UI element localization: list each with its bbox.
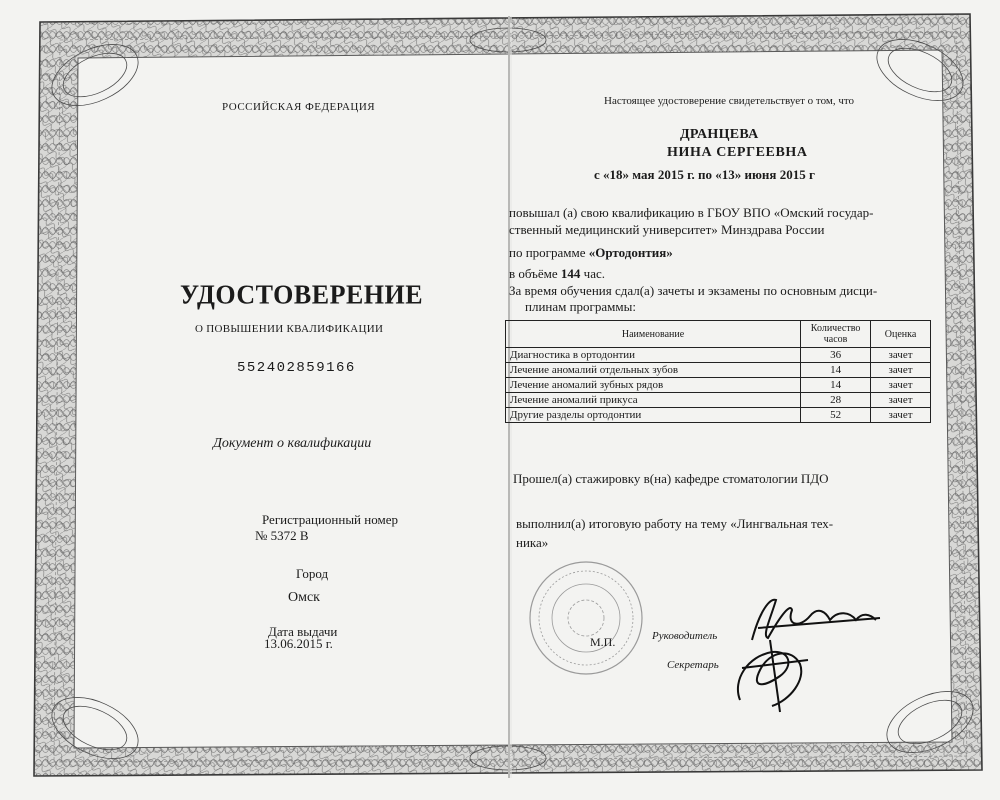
- exams-text-line1: За время обучения сдал(а) зачеты и экзамены по основным дисци-: [509, 283, 878, 298]
- internship-text: Прошел(а) стажировку в(на) кафедре стоматологии ПДО: [513, 471, 829, 486]
- training-period: с «18» мая 2015 г. по «13» июня 2015 г: [594, 167, 815, 182]
- table-row: [506, 378, 931, 393]
- registration-number-value: № 5372 В: [255, 528, 309, 543]
- table-row: [506, 408, 931, 423]
- hours-suffix: час.: [580, 266, 605, 281]
- header-name: Наименование: [506, 321, 801, 348]
- subjects-table: [505, 320, 931, 423]
- qualification-text-line1: повышал (а) свою квалификацию в ГБОУ ВПО «Омский государ-: [509, 205, 874, 220]
- subject-hours: 52: [801, 408, 871, 423]
- subject-grade: зачет: [871, 378, 931, 393]
- program-name: «Ортодонтия»: [588, 245, 673, 260]
- stamp-label: М.П.: [590, 635, 616, 649]
- table-row: [506, 348, 931, 363]
- subject-name: Другие разделы ортодонтии: [506, 408, 801, 423]
- issue-date-label: Дата выдачи: [268, 624, 338, 639]
- holder-surname: ДРАНЦЕВА: [680, 127, 759, 142]
- issue-date-value: 13.06.2015 г.: [264, 636, 333, 651]
- hours-prefix: в объёме: [509, 266, 561, 281]
- final-work-line2: ника»: [516, 535, 549, 550]
- header-hours: Количество часов: [801, 321, 871, 348]
- registration-number-label: Регистрационный номер: [262, 512, 398, 527]
- qualification-text-line2: ственный медицинский университет» Минздрава России: [509, 222, 825, 237]
- subject-name: Лечение аномалий отдельных зубов: [506, 363, 801, 378]
- subject-name: Лечение аномалий зубных рядов: [506, 378, 801, 393]
- subject-hours: 14: [801, 378, 871, 393]
- country-name: РОССИЙСКАЯ ФЕДЕРАЦИЯ: [222, 101, 376, 113]
- certificate-intro: Настоящее удостоверение свидетельствует о том, что: [604, 95, 855, 107]
- table-header-row: [506, 321, 931, 348]
- subject-name: Лечение аномалий прикуса: [506, 393, 801, 408]
- hours-line: [509, 266, 605, 282]
- program-prefix: по программе: [509, 245, 589, 260]
- subject-hours: 36: [801, 348, 871, 363]
- exams-text-line2: плинам программы:: [525, 299, 636, 314]
- subject-grade: зачет: [871, 393, 931, 408]
- subject-grade: зачет: [871, 363, 931, 378]
- header-grade: Оценка: [871, 321, 931, 348]
- subject-hours: 28: [801, 393, 871, 408]
- subject-name: Диагностика в ортодонтии: [506, 348, 801, 363]
- secretary-label: Секретарь: [667, 659, 719, 671]
- subject-hours: 14: [801, 363, 871, 378]
- document-kind: Документ о квалификации: [213, 436, 372, 451]
- head-label: Руководитель: [652, 630, 718, 642]
- subject-grade: зачет: [871, 408, 931, 423]
- program-line: [509, 245, 673, 261]
- document-subtitle: О ПОВЫШЕНИИ КВАЛИФИКАЦИИ: [195, 323, 384, 335]
- hours-value: 144: [560, 266, 581, 281]
- document-title: УДОСТОВЕРЕНИЕ: [180, 279, 424, 310]
- final-work-line1: выполнил(а) итоговую работу на тему «Лингвальная тех-: [516, 516, 834, 531]
- subject-grade: зачет: [871, 348, 931, 363]
- city-label: Город: [296, 566, 329, 581]
- city-value: Омск: [288, 590, 320, 605]
- holder-given-names: НИНА СЕРГЕЕВНА: [667, 145, 808, 160]
- document-number: 552402859166: [237, 360, 356, 376]
- table-row: [506, 393, 931, 408]
- table-row: [506, 363, 931, 378]
